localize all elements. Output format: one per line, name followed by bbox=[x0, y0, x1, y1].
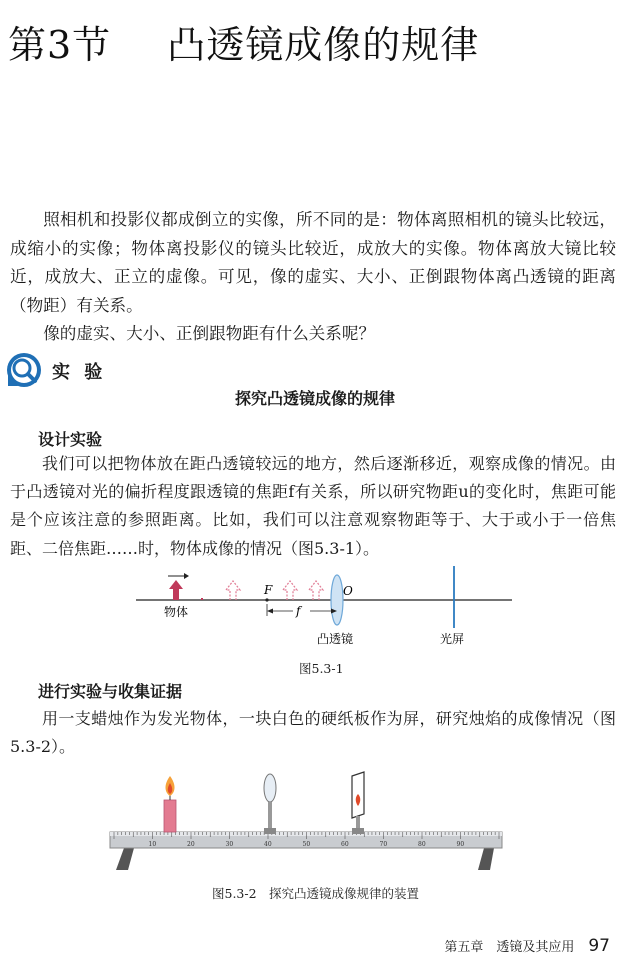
experiment-label: 实 验 bbox=[52, 362, 107, 383]
figure-5-3-1 bbox=[130, 566, 520, 656]
focal-point-marker bbox=[265, 598, 268, 601]
magnifier-icon bbox=[6, 352, 42, 388]
ruler-tick-label: 50 bbox=[302, 841, 311, 848]
object-position-dashed-1 bbox=[226, 581, 240, 600]
label-object: 物体 bbox=[164, 605, 189, 619]
intro-paragraph-1: 照相机和投影仪都成倒立的实像，所不同的是：物体离照相机的镜头比较远，成缩小的实像；物体离投影仪的镜头比较近，成放大的实像。物体离放大镜比较近，成放大、正立的虚像。可见，像的虚实、大小、正倒跟物体离凸透镜的距离（物距）有关系。 bbox=[10, 210, 616, 315]
figure-5-3-2 bbox=[106, 770, 506, 880]
lens-holder bbox=[264, 774, 276, 834]
label-O: O bbox=[343, 584, 353, 598]
ruler-tick-label: 90 bbox=[456, 841, 465, 848]
section-number: 第3节 bbox=[8, 23, 112, 67]
label-screen: 光屏 bbox=[440, 632, 465, 646]
page-footer bbox=[444, 936, 610, 956]
collect-heading: 进行实验与收集证据 bbox=[38, 682, 183, 701]
figure-2-caption: 图5.3-2 探究凸透镜成像规律的装置 bbox=[212, 886, 420, 901]
collect-text-block bbox=[10, 705, 616, 761]
object-position-dashed-3 bbox=[309, 581, 323, 600]
figure-1-caption: 图5.3-1 bbox=[299, 661, 344, 676]
design-text: 我们可以把物体放在距凸透镜较远的地方，然后逐渐移近，观察成像的情况。由于凸透镜对光的偏折程度跟透镜的焦距f有关系，所以研究物距u的变化时，焦距可能是个应该注意的参照距离。比如，我们可以注意观察物距等于、大于或小于一倍焦距、二倍焦距……时，物体成像的情况（图5.3-1）。 bbox=[10, 454, 616, 558]
convex-lens bbox=[331, 575, 343, 625]
object-arrow bbox=[169, 580, 183, 600]
object-position-dashed-2 bbox=[283, 581, 297, 600]
page-number: 97 bbox=[588, 936, 610, 956]
candle bbox=[164, 776, 176, 832]
bench-leg-right bbox=[478, 848, 494, 870]
ruler-tick-label: 40 bbox=[264, 841, 272, 848]
section-title: 凸透镜成像的规律 bbox=[167, 23, 480, 67]
intro-text bbox=[10, 206, 616, 349]
ruler-tick-label: 10 bbox=[148, 841, 157, 848]
page-title bbox=[8, 14, 479, 69]
intro-paragraph-2: 像的虚实、大小、正倒跟物距有什么关系呢？ bbox=[43, 324, 376, 343]
screen-holder bbox=[352, 772, 364, 834]
ruler-tick-label: 60 bbox=[341, 841, 349, 848]
design-text-block bbox=[10, 450, 616, 563]
ruler-tick-label: 20 bbox=[187, 841, 195, 848]
collect-text: 用一支蜡烛作为发光物体，一块白色的硬纸板作为屏，研究烛焰的成像情况（图5.3-2）。 bbox=[10, 709, 616, 757]
label-f: f bbox=[296, 604, 301, 618]
design-heading: 设计实验 bbox=[38, 430, 103, 449]
ruler-tick-label: 80 bbox=[418, 841, 426, 848]
bench-leg-left bbox=[116, 848, 134, 870]
chapter-label: 第五章 透镜及其应用 bbox=[444, 940, 575, 955]
ruler-tick-label: 30 bbox=[225, 841, 234, 848]
label-F: F bbox=[264, 583, 273, 597]
label-lens: 凸透镜 bbox=[317, 632, 354, 646]
experiment-title: 探究凸透镜成像的规律 bbox=[234, 389, 395, 408]
direction-arrowhead bbox=[184, 573, 189, 579]
ruler-tick-label: 70 bbox=[379, 841, 388, 848]
